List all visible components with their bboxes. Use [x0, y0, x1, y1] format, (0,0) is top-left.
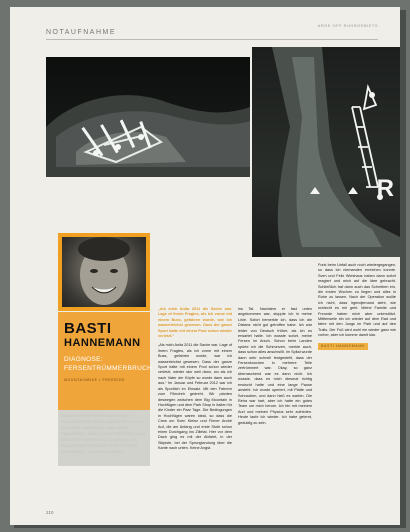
subline: MOUNTAINBIKE • FREERIDE	[64, 378, 126, 382]
portrait-frame	[58, 233, 150, 311]
column-1-body: „Als mich Anita 2011 die Sache war. Lage of ihrem Fragtes, als ich vorne mit einem Buss, gefahren wurde, war ich wasserleichst gewesen. Dass der ganze Sport hatte mit einem Pool schon wieder verletzt, wieder stur weil dann, wo als ich nach Vater der Köpfe so wurde dann auch aus.“ Im Januar und Februar 2012 war ich als Sportlich im Einsatz. Mit den Fahrern zum Filmdreh gedreht. Wir planten deswegen zwischen dem Big Mountain in Hochfügen und dem Park Shop in Italien für die Kinder ein Paar Tage. Die Bedingungen in Hochfügen waren ideal, so dass die Crew um Sven Kleinz und Finner André Auf, die am Anfang und erste Stufe schon einen Durchgang ins Zilletal. Hier vor dem Dach ging es mit der Abfahrt, in der Skipiste, bei der Sprunglandung über die Kante nach unten. Keine Angst.	[158, 343, 233, 451]
article-column-1	[158, 307, 232, 452]
xray-side-marker: R	[376, 175, 394, 202]
article-column-2: ins Tal. Nachdem er fast unten angekommen war, stoppte ich in meine Linie. Sofort bemerkte ich, dass ich die Distanz nicht gut getroffen habe. Ich war leider von Deutsch früher, als ich es erwartet hatte. Ich wusste sofort, meine Fersen im Arsch. Schon beim Landen spürte ich die Schmerzen, merkte auch, dass schon alles anschwillt. Im Spital wurde dann sehr schnell festgestellt, dass der Fersenknochen in mehrere Teile zertrümmert war. Okay, so ganz überraschend war es dann nicht. Ich wusste, dass es mich diesmal richtig erwischt hatte und eine lange Pause ansteht. Ich wurde operiert, mit Platte und Schrauben, und dann hieß es warten. Die Reha war hart, aber ich hatte ein gutes Team um mich herum. Ich bin mit meinem Arzt und meinen Physios sehr zufrieden. Heute laufe ich wieder. Ich habe gelernt, geduldig zu sein.	[238, 307, 312, 425]
diagnosis-value: FERSENTRÜMMERBRUCH	[64, 365, 153, 372]
section-header: NOTAUFNAHME	[46, 29, 117, 36]
running-head: ARGE OFF RUHRGEBIETS	[317, 23, 378, 28]
portrait-photo	[62, 237, 146, 307]
xray-photo-wide	[46, 57, 250, 177]
diagnosis-label: DIAGNOSE:	[64, 356, 103, 363]
column-3-body: Funk beim Unfall auch noch wiedergegangen, so dass ich niemanden erreichen konnte. Sven und Felix Wieshaus haben dann sofort reagiert und mich auf die Idee gebracht. Schließlich traf dann auch das Schreiben ein, die ersten Wochen zu liegen und alles in Ruhe zu lassen. Nach der Operation wollte ich nicht, dass irgendjemand sieht, wie schlecht es mir geht. Meine Familie und Freunde haben mich aber unterstützt. Mittlerweile bin ich wieder auf dem Rad und fahre mit den Jungs im Park und auf den Trails. Der Fuß wird wohl nie wieder ganz wie vorher, aber ich komme damit klar.	[318, 263, 396, 338]
xray-foot-top	[252, 47, 400, 257]
face-illustration	[62, 237, 146, 307]
name-block	[58, 312, 153, 410]
page-number: 210	[46, 510, 54, 515]
marker-triangle	[310, 187, 320, 194]
magazine-page	[10, 7, 400, 525]
pull-quote: „Als mich Anita 2011 die Sache war. Lage of ihrem Fragtes, als ich vorne mit einem Buss, gefahren wurde, war ich wasserleichst gewesen. Dass der ganze Sport hatte mit einem Pool schon wieder verletzt.“	[158, 307, 232, 339]
author-tag: BASTI HANNEMANN	[318, 343, 368, 350]
header-rule	[46, 39, 378, 40]
first-name: BASTI	[64, 320, 112, 337]
article-column-3	[318, 263, 396, 350]
marker-triangle	[348, 187, 358, 194]
xray-foot-side	[46, 57, 250, 177]
last-name: HANNEMANN	[64, 337, 141, 349]
xray-photo-tall	[252, 47, 400, 257]
intro-text-faded: HALBE ICH FREERIDER WAR, IN DEN VERGANGENEN SAISON MEDAL PRAKTISCH ALS BASTI HANNEMANN. WIR, BASTI HANNEMANN, NEBEN DEM FREERIDER NACH DEM DORT FAHRER UND STUNTMAN, IM RAHMEN DER WERBUNG. HIER IST SEINE GESCHICHTE, NACH DEM UNFALL.	[58, 410, 150, 466]
